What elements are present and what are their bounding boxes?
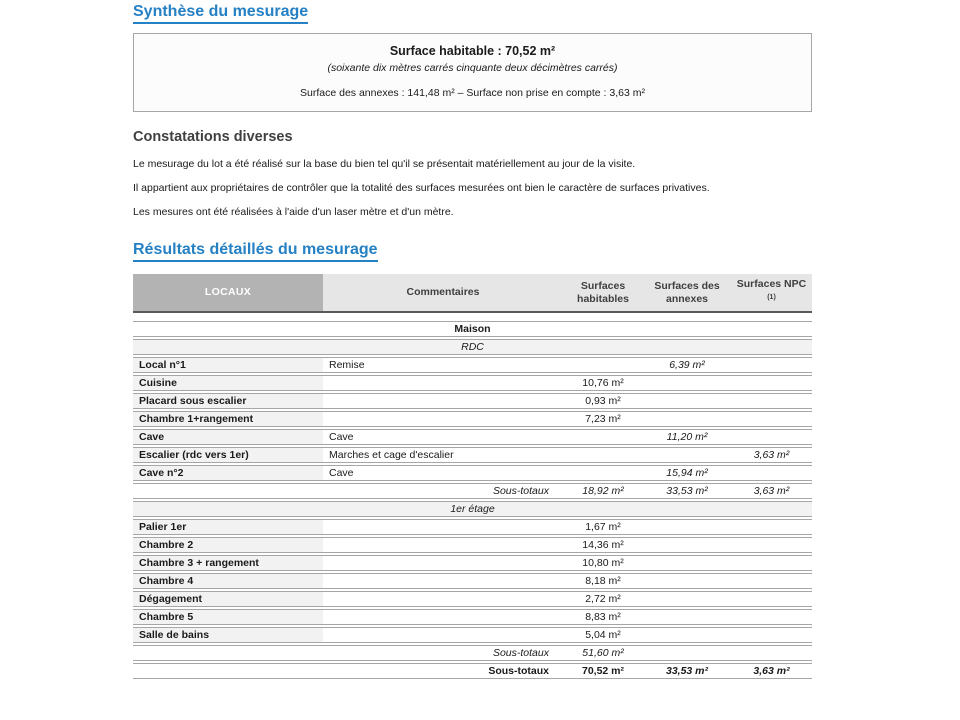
surface-annexe-cell bbox=[643, 573, 731, 589]
column-header-surfaces-habitables: Surfaces habitables bbox=[563, 274, 643, 313]
table-row bbox=[133, 537, 812, 553]
table-row bbox=[133, 555, 812, 571]
section-row bbox=[133, 321, 812, 337]
surface-habitable-value: Surface habitable : 70,52 m² bbox=[389, 44, 556, 58]
surface-annexe-cell bbox=[643, 519, 731, 535]
subtotal-row bbox=[133, 483, 812, 499]
header-spacer bbox=[133, 315, 812, 319]
surface-npc-cell bbox=[731, 555, 812, 571]
section-title-synthese-text: Synthèse du mesurage bbox=[133, 2, 308, 24]
section-label: 1er étage bbox=[133, 501, 812, 517]
room-name-cell: Escalier (rdc vers 1er) bbox=[133, 447, 323, 463]
table-row bbox=[133, 393, 812, 409]
section-label: Maison bbox=[133, 321, 812, 337]
constatation-paragraph-1: Le mesurage du lot a été réalisé sur la base du bien tel qu'il se présentait matériellement au jour de la visite. bbox=[133, 158, 636, 170]
surface-npc-cell bbox=[731, 357, 812, 373]
room-name-cell: Dégagement bbox=[133, 591, 323, 607]
table-row bbox=[133, 375, 812, 391]
room-name-cell: Cave bbox=[133, 429, 323, 445]
surface-npc-subtotal-cell: 3,63 m² bbox=[731, 483, 812, 499]
surface-habitable-subtotal-cell: 18,92 m² bbox=[563, 483, 643, 499]
surface-npc-cell bbox=[731, 411, 812, 427]
table-row bbox=[133, 411, 812, 427]
room-name-cell: Chambre 2 bbox=[133, 537, 323, 553]
comment-cell bbox=[323, 519, 563, 535]
column-header-locaux: LOCAUX bbox=[133, 274, 323, 313]
surface-npc-cell bbox=[731, 573, 812, 589]
surface-habitable-cell: 7,23 m² bbox=[563, 411, 643, 427]
section-title-constatations: Constatations diverses bbox=[133, 129, 293, 145]
room-name-cell: Cuisine bbox=[133, 375, 323, 391]
surface-habitable-total-cell: 70,52 m² bbox=[563, 663, 643, 679]
table-row bbox=[133, 627, 812, 643]
column-header-commentaires: Commentaires bbox=[323, 274, 563, 313]
comment-cell bbox=[323, 537, 563, 553]
table-row bbox=[133, 429, 812, 445]
surface-habitable-cell bbox=[563, 357, 643, 373]
comment-cell: Cave bbox=[323, 429, 563, 445]
constatation-paragraph-2: Il appartient aux propriétaires de contrôler que la totalité des surfaces mesurées ont bien le caractère de surfaces privatives. bbox=[133, 182, 710, 194]
surface-annexe-cell bbox=[643, 411, 731, 427]
surface-annexe-cell bbox=[643, 393, 731, 409]
comment-cell bbox=[323, 375, 563, 391]
room-name-cell: Local n°1 bbox=[133, 357, 323, 373]
surface-habitable-cell: 8,83 m² bbox=[563, 609, 643, 625]
room-name-cell: Salle de bains bbox=[133, 627, 323, 643]
room-name-cell: Palier 1er bbox=[133, 519, 323, 535]
surface-habitable-words: (soixante dix mètres carrés cinquante deux décimètres carrés) bbox=[327, 62, 618, 74]
surface-habitable-cell: 14,36 m² bbox=[563, 537, 643, 553]
surface-annexe-cell bbox=[643, 555, 731, 571]
measurement-table bbox=[133, 272, 812, 681]
surface-habitable-cell: 2,72 m² bbox=[563, 591, 643, 607]
empty-cell bbox=[133, 645, 323, 661]
section-label: RDC bbox=[133, 339, 812, 355]
room-name-cell: Chambre 3 + rangement bbox=[133, 555, 323, 571]
subtotal-row bbox=[133, 645, 812, 661]
table-row bbox=[133, 609, 812, 625]
surface-npc-cell bbox=[731, 591, 812, 607]
surface-npc-total-cell: 3,63 m² bbox=[731, 663, 812, 679]
surface-annexe-cell: 6,39 m² bbox=[643, 357, 731, 373]
summary-box bbox=[133, 33, 812, 112]
surface-npc-cell bbox=[731, 393, 812, 409]
total-row bbox=[133, 663, 812, 679]
column-header-surfaces-annexes: Surfaces des annexes bbox=[643, 274, 731, 313]
table-row bbox=[133, 591, 812, 607]
table-header-row bbox=[133, 274, 812, 313]
surface-npc-cell bbox=[731, 465, 812, 481]
surface-npc-cell bbox=[731, 519, 812, 535]
room-name-cell: Chambre 4 bbox=[133, 573, 323, 589]
table-row bbox=[133, 573, 812, 589]
surface-annexe-cell bbox=[643, 627, 731, 643]
surface-annexe-cell bbox=[643, 375, 731, 391]
surface-npc-cell bbox=[731, 375, 812, 391]
comment-cell: Marches et cage d'escalier bbox=[323, 447, 563, 463]
comment-cell: Remise bbox=[323, 357, 563, 373]
surface-habitable-cell bbox=[563, 465, 643, 481]
subtotal-label: Sous-totaux bbox=[323, 645, 563, 661]
comment-cell bbox=[323, 609, 563, 625]
empty-cell bbox=[133, 663, 323, 679]
surface-annexe-cell bbox=[643, 537, 731, 553]
constatation-paragraph-3: Les mesures ont été réalisées à l'aide d'un laser mètre et d'un mètre. bbox=[133, 206, 454, 218]
document-page bbox=[133, 0, 812, 681]
room-name-cell: Chambre 1+rangement bbox=[133, 411, 323, 427]
surface-annexe-subtotal-cell: 33,53 m² bbox=[643, 483, 731, 499]
table-row bbox=[133, 357, 812, 373]
surface-habitable-cell bbox=[563, 447, 643, 463]
comment-cell bbox=[323, 591, 563, 607]
surface-annexe-cell: 15,94 m² bbox=[643, 465, 731, 481]
section-title-resultats-text: Résultats détaillés du mesurage bbox=[133, 240, 378, 262]
table-row bbox=[133, 519, 812, 535]
surface-annexe-cell bbox=[643, 591, 731, 607]
room-name-cell: Placard sous escalier bbox=[133, 393, 323, 409]
surface-npc-cell bbox=[731, 627, 812, 643]
measurement-table-body bbox=[133, 321, 812, 679]
surface-habitable-subtotal-cell: 51,60 m² bbox=[563, 645, 643, 661]
surface-habitable-cell: 10,76 m² bbox=[563, 375, 643, 391]
subtotal-label: Sous-totaux bbox=[323, 483, 563, 499]
surface-annexe-cell: 11,20 m² bbox=[643, 429, 731, 445]
surface-habitable-cell: 0,93 m² bbox=[563, 393, 643, 409]
npc-footnote-marker: (1) bbox=[767, 293, 776, 301]
comment-cell bbox=[323, 555, 563, 571]
table-row bbox=[133, 465, 812, 481]
section-title-synthese bbox=[133, 2, 812, 24]
surface-npc-cell: 3,63 m² bbox=[731, 447, 812, 463]
table-row bbox=[133, 447, 812, 463]
column-header-surfaces-npc: Surfaces NPC $^{(1)}$ bbox=[731, 274, 812, 313]
comment-cell bbox=[323, 627, 563, 643]
surface-annexe-cell bbox=[643, 447, 731, 463]
surface-annexes-npc-value: Surface des annexes : 141,48 m² – Surface non prise en compte : 3,63 m² bbox=[300, 87, 645, 99]
surface-npc-subtotal-cell bbox=[731, 645, 812, 661]
comment-cell bbox=[323, 573, 563, 589]
empty-cell bbox=[133, 483, 323, 499]
surface-npc-cell bbox=[731, 429, 812, 445]
surface-habitable-cell: 5,04 m² bbox=[563, 627, 643, 643]
total-label: Sous-totaux bbox=[323, 663, 563, 679]
section-row bbox=[133, 501, 812, 517]
surface-annexe-subtotal-cell bbox=[643, 645, 731, 661]
surface-habitable-cell bbox=[563, 429, 643, 445]
section-row bbox=[133, 339, 812, 355]
surface-npc-cell bbox=[731, 537, 812, 553]
comment-cell: Cave bbox=[323, 465, 563, 481]
surface-annexe-total-cell: 33,53 m² bbox=[643, 663, 731, 679]
room-name-cell: Cave n°2 bbox=[133, 465, 323, 481]
surface-npc-cell bbox=[731, 609, 812, 625]
room-name-cell: Chambre 5 bbox=[133, 609, 323, 625]
section-title-resultats bbox=[133, 240, 812, 262]
surface-habitable-cell: 8,18 m² bbox=[563, 573, 643, 589]
comment-cell bbox=[323, 393, 563, 409]
surface-habitable-cell: 1,67 m² bbox=[563, 519, 643, 535]
surface-habitable-cell: 10,80 m² bbox=[563, 555, 643, 571]
surface-annexe-cell bbox=[643, 609, 731, 625]
comment-cell bbox=[323, 411, 563, 427]
